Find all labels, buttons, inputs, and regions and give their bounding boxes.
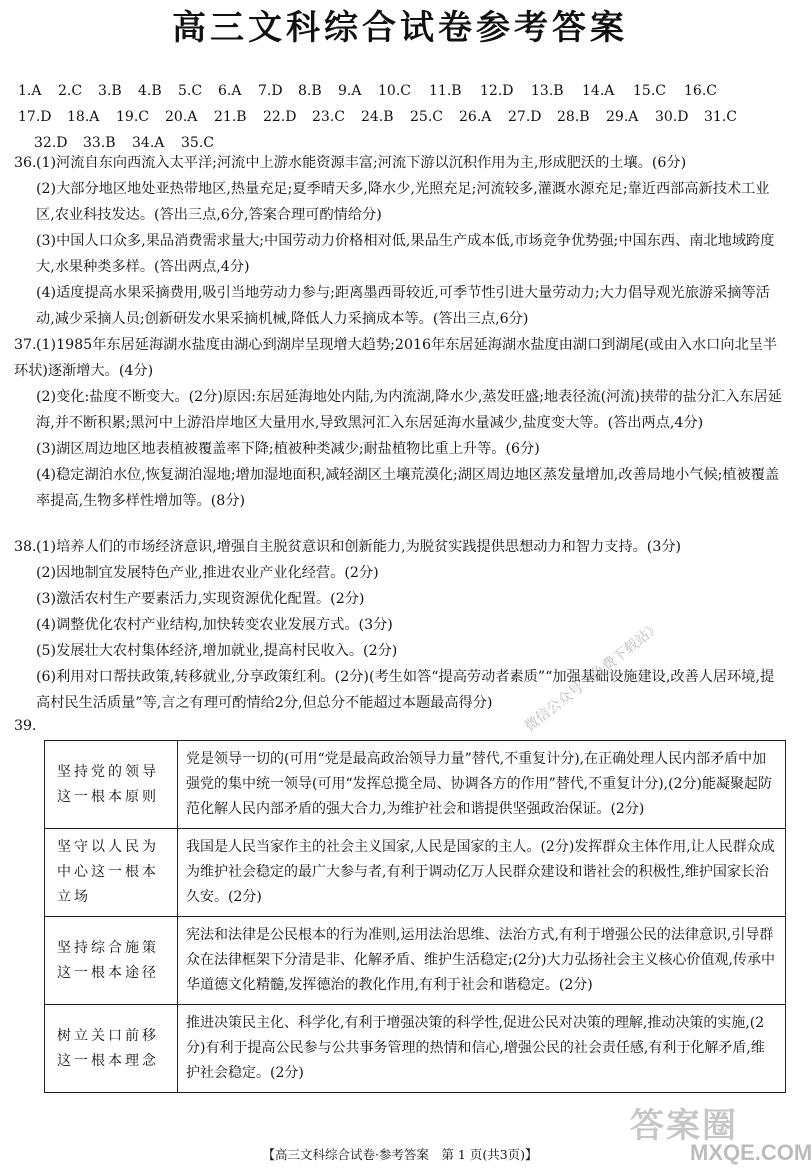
mcq-answer: 17.D (18, 109, 52, 125)
row-header: 树立关口前移这一根本理念 (45, 1005, 178, 1093)
logo-url-watermark: MXQE.COM (690, 1140, 812, 1165)
answer-table (44, 740, 786, 1093)
mcq-answer: 1.A (18, 83, 42, 99)
mcq-answer: 25.C (410, 109, 443, 125)
logo-watermark: 答案圈 (630, 1106, 738, 1146)
mcq-answer: 24.B (361, 109, 394, 125)
mcq-answer: 2.C (58, 83, 83, 99)
mcq-answer: 7.D (258, 83, 283, 99)
mcq-answer: 21.B (214, 109, 247, 125)
question-number: 38. (14, 539, 37, 555)
mcq-answer: 33.B (83, 135, 116, 151)
mcq-answer: 28.B (557, 109, 590, 125)
mcq-answer: 5.C (178, 83, 203, 99)
mcq-row (18, 104, 788, 130)
table-row (45, 1005, 786, 1093)
row-body: 推进决策民主化、科学化,有利于增强决策的科学性,促进公民对决策的理解,推动决策的实施,(2分)有利于提高公民参与公共事务管理的热情和信心,增强公民的社会责任感,有利于化解矛盾,维护社会稳定。(2分) (178, 1005, 786, 1093)
answer-item: (2)变化:盐度不断变大。(2分)原因:东居延海地处内陆,为内流湖,降水少,蒸发旺盛;地表径流(河流)挟带的盐分汇入东居延海,并不断积累;黑河中上游沿岸地区大量用水,导致黑河汇入东居延海水量减少,盐度变大等。(答出两点,4分) (36, 389, 782, 431)
answer-item: (2)大部分地区地处亚热带地区,热量充足;夏季晴天多,降水少,光照充足;河流较多,灌溉水源充足;靠近西部高新技术工业区,农业科技发达。(答出三点,6分,答案合理可酌情给分) (36, 181, 770, 223)
mcq-answer: 6.A (218, 83, 242, 99)
answer-item: (4)稳定湖泊水位,恢复湖泊湿地;增加湿地面积,减轻湖区土壤荒漠化;湖区周边地区蒸发量增加,改善局地小气候;植被覆盖率提高,生物多样性增加等。(8分) (36, 467, 780, 509)
answer-item: (2)因地制宜发展特色产业,推进农业产业化经营。(2分) (36, 565, 379, 581)
mcq-answer: 3.B (98, 83, 122, 99)
question-39-number: 39. (14, 718, 37, 734)
answer-item: (3)激活农村生产要素活力,实现资源优化配置。(2分) (36, 591, 365, 607)
question-number: 37. (14, 337, 37, 353)
mcq-answer: 13.B (531, 83, 564, 99)
answer-item: (1)河流自东向西流入太平洋;河流中上游水能资源丰富;河流下游以沉积作用为主,形成肥沃的土壤。(6分) (36, 155, 687, 171)
mcq-answer: 16.C (684, 83, 717, 99)
answer-item: (3)湖区周边地区地表植被覆盖率下降;植被种类减少;耐盐植物比重上升等。(6分) (36, 441, 540, 457)
page-title: 高三文科综合试卷参考答案 (172, 8, 628, 48)
row-header: 坚守以人民为中心这一根本立场 (45, 829, 178, 917)
mcq-answer: 9.A (338, 83, 362, 99)
mcq-answer: 14.A (582, 83, 615, 99)
mcq-answer: 20.A (165, 109, 198, 125)
mcq-answer: 22.D (263, 109, 297, 125)
mcq-answer: 8.B (298, 83, 322, 99)
row-body: 宪法和法律是公民根本的行为准则,运用法治思维、法治方式,有利于增强公民的法律意识,引导群众在法律框架下分清是非、化解矛盾、维护生活稳定;(2分)大力弘扬社会主义核心价值观,传承中华道德文化精髓,发挥德治的教化作用,有利于社会和谐稳定。(2分) (178, 917, 786, 1005)
mcq-answer: 34.A (132, 135, 165, 151)
row-header: 坚持综合施策这一根本途径 (45, 917, 178, 1005)
answer-item: (5)发展壮大农村集体经济,增加就业,提高村民收入。(2分) (36, 643, 398, 659)
mcq-answer: 19.C (116, 109, 149, 125)
mcq-answer: 26.A (459, 109, 492, 125)
row-body: 党是领导一切的(可用“党是最高政治领导力量”替代,不重复计分),在正确处理人民内部矛盾中加强党的集中统一领导(可用“发挥总揽全局、协调各方的作用”替代,不重复计分),(2分)能凝聚起防范化解人民内部矛盾的强大合力,为维护社会和谐提供坚强政治保证。(2分) (178, 741, 786, 829)
question-37 (14, 332, 786, 514)
row-body: 我国是人民当家作主的社会主义国家,人民是国家的主人。(2分)发挥群众主体作用,让人民群众成为维护社会稳定的最广大参与者,有利于调动亿万人民群众建设和谐社会的积极性,维护国家长治久安。(2分) (178, 829, 786, 917)
table-row (45, 829, 786, 917)
question-38 (14, 534, 786, 716)
question-number: 36. (14, 155, 37, 171)
table-row (45, 741, 786, 829)
answer-item: (4)调整优化农村产业结构,加快转变农业发展方式。(3分) (36, 617, 393, 633)
page-footer: 【高三文科综合试卷·参考答案 第 1 页(共3页)】 (262, 1147, 538, 1162)
mcq-answer: 12.D (480, 83, 514, 99)
answer-item: (1)1985年东居延海湖水盐度由湖心到湖岸呈现增大趋势;2016年东居延海湖水盐度由湖口到湖尾(或由入水口向北呈半环状)逐渐增大。(4分) (14, 337, 778, 379)
mcq-answer: 27.D (508, 109, 542, 125)
table-row (45, 917, 786, 1005)
watermark: 微信公众号《免费下载站》 (521, 618, 665, 735)
answer-item: (6)利用对口帮扶政策,转移就业,分享政策红利。(2分)(考生如答“提高劳动者素质”“加强基础设施建设,改善人居环境,提高村民生活质量”等,言之有理可酌情给2分,但总分不能超过本题最高得分) (36, 669, 775, 711)
mcq-answer: 23.C (312, 109, 345, 125)
row-header: 坚持党的领导这一根本原则 (45, 741, 178, 829)
mcq-row (18, 78, 788, 104)
mcq-answer: 18.A (67, 109, 100, 125)
mcq-answer: 31.C (704, 109, 737, 125)
mcq-answer: 15.C (633, 83, 666, 99)
mcq-answer: 29.A (606, 109, 639, 125)
answer-item: (4)适度提高水果采摘费用,吸引当地劳动力参与;距离墨西哥较近,可季节性引进大量劳动力;大力倡导观光旅游采摘等活动,减少采摘人员;创新研发水果采摘机械,降低人力采摘成本等。(答出三点,6分) (36, 285, 770, 327)
answer-item: (1)培养人们的市场经济意识,增强自主脱贫意识和创新能力,为脱贫实践提供思想动力和智力支持。(3分) (36, 539, 682, 555)
mcq-answer: 4.B (138, 83, 162, 99)
mcq-answer: 10.C (378, 83, 411, 99)
answer-item: (3)中国人口众多,果品消费需求量大;中国劳动力价格相对低,果品生产成本低,市场竞争优势强;中国东西、南北地域跨度大,水果种类多样。(答出两点,4分) (36, 233, 775, 275)
question-36 (14, 150, 786, 332)
mcq-answer: 11.B (429, 83, 462, 99)
mcq-answer: 30.D (655, 109, 689, 125)
mcq-answer: 32.D (34, 135, 68, 151)
mcq-answer: 35.C (181, 135, 214, 151)
